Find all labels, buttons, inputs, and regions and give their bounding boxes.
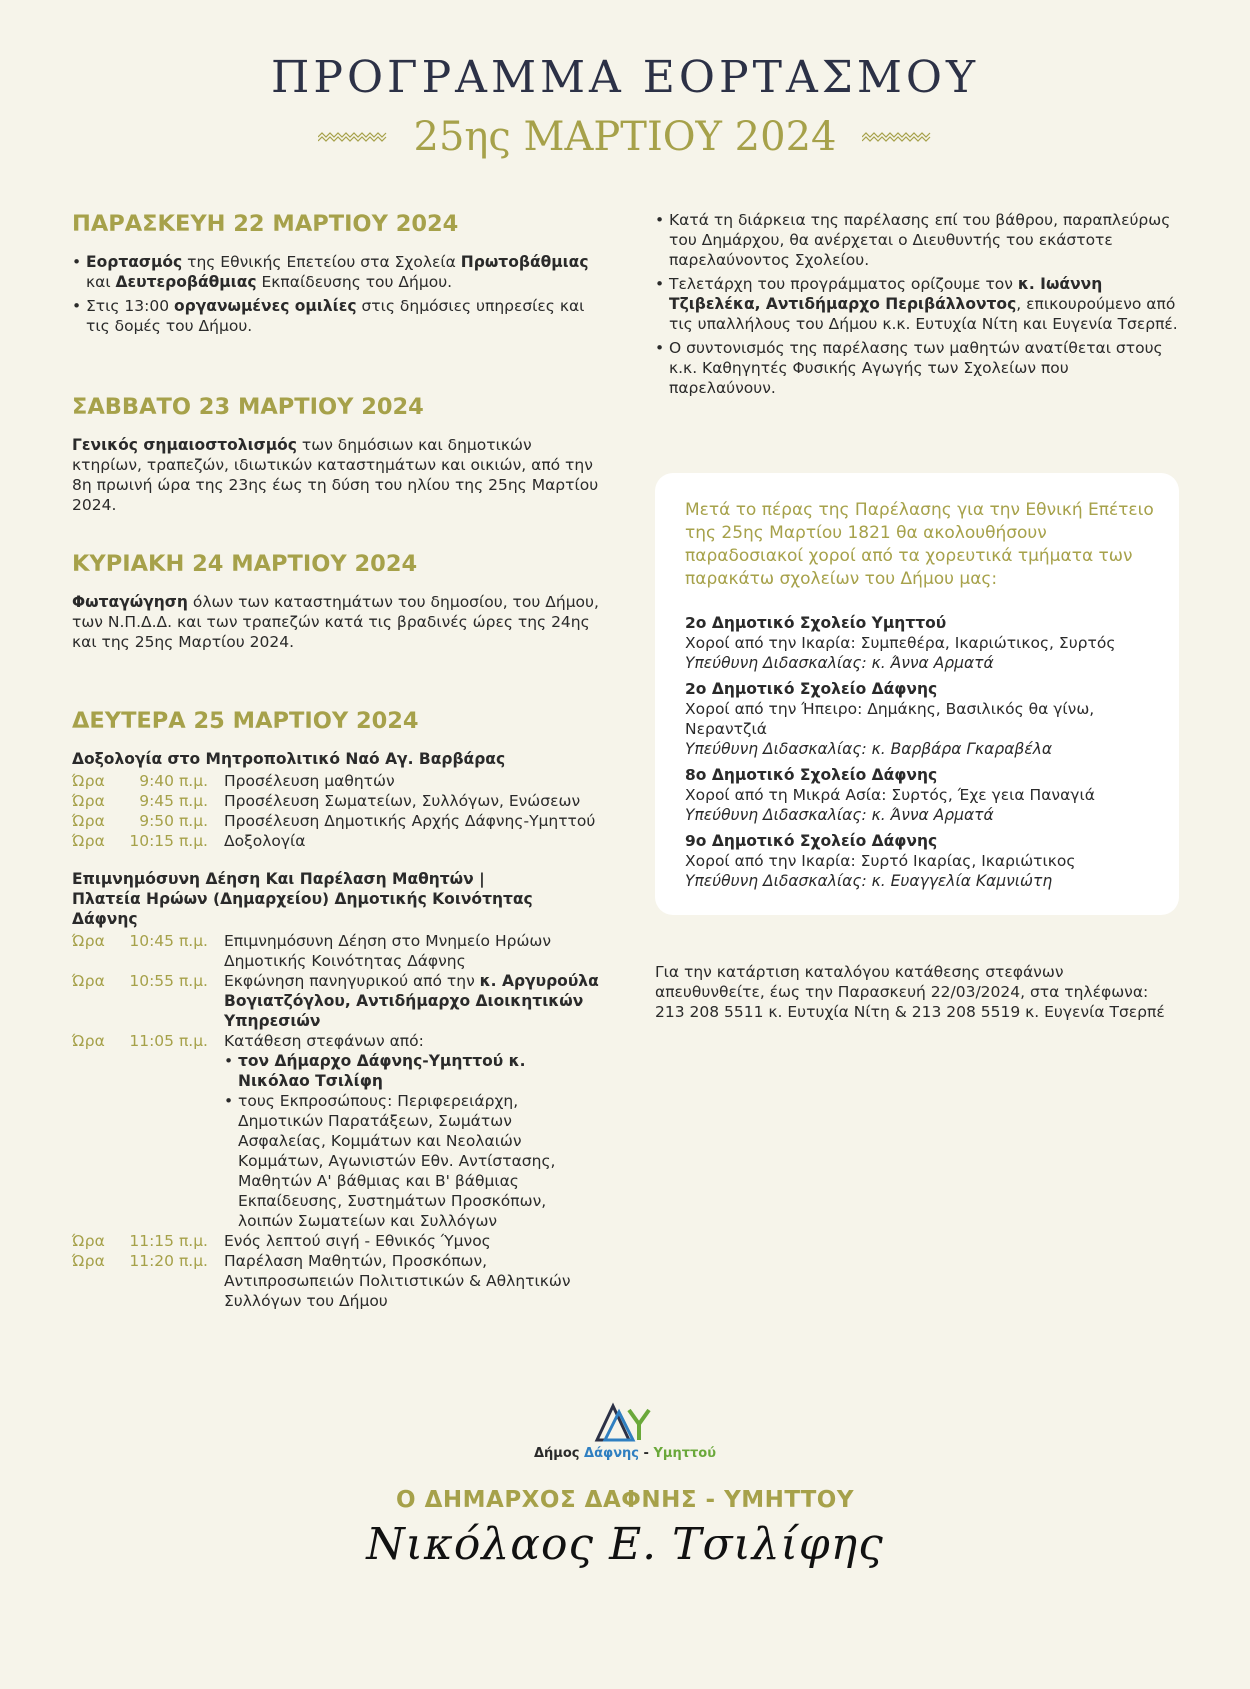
text: Εκπαίδευσης του Δήμου. [256,273,453,291]
school-name: 9ο Δημοτικό Σχολείο Δάφνης [685,832,938,850]
bold-text: τον Δήμαρχο Δάφνης-Υμηττού κ. Νικόλαο Τσιλίφη [238,1052,526,1090]
time-label: Ώρα [72,932,105,950]
section-monday [72,707,602,1311]
schedule-desc: Προσέλευση Σωματείων, Συλλόγων, Ενώσεων [224,792,581,810]
bold-text: οργανωμένες ομιλίες [174,297,357,315]
school-teacher: Υπεύθυνη Διδασκαλίας: κ. Άννα Αρματά [685,806,994,824]
list-item: • Ο συντονισμός της παρέλασης των μαθητών ανατίθεται στους κ.κ. Καθηγητές Φυσικής Αγωγής των Σχολείων που παρελαύνουν. [655,338,1180,398]
text: Δήμος [533,1446,585,1461]
schedule-row [72,1231,602,1251]
list-item [655,274,1180,334]
schools-list [685,613,1155,891]
text: των δημόσιων και δημοτικών κτηρίων, τραπεζών, ιδιωτικών καταστημάτων και οικιών, από την 8η πρωινή ώρα της 23ης έως τη δύση του ηλίου της 25ης Μαρτίου 2024. [72,436,599,514]
schedule-desc: Προσέλευση μαθητών [224,772,395,790]
ornament-left-icon [318,132,388,142]
section-sunday [72,550,602,707]
bold-text: κ. Ιωάννη Τζιβελέκα, Αντιδήμαρχο Περιβάλλοντος [669,275,1103,313]
list-item [72,252,602,292]
text: στις δημόσιες υπηρεσίες και τις δομές του Δήμου. [86,297,585,335]
municipality-logo-icon [593,1400,657,1444]
school-dances: Χοροί από την Ικαρία: Συρτό Ικαρίας, Ικαριώτικος [685,852,1076,870]
bold-text: Γενικός σημαιοστολισμός [72,436,297,454]
schedule-desc: Επιμνημόσυνη Δέηση στο Μνημείο Ηρώων Δημοτικής Κοινότητας Δάφνης [224,932,552,970]
schedule-row [72,1251,602,1311]
schedule-row [72,791,602,811]
time-value: 10:45 π.μ. [129,932,208,950]
page-title: ΠΡΟΓΡΑΜΜΑ ΕΟΡΤΑΣΜΟΥ [270,52,980,103]
bold-text: Φωταγώγηση [72,593,188,611]
school-name: 8ο Δημοτικό Σχολείο Δάφνης [685,766,938,784]
school-dances: Χοροί από την Ικαρία: Συμπεθέρα, Ικαριώτικος, Συρτός [685,634,1116,652]
schedule-row [72,931,602,971]
mayor-title: Ο ΔΗΜΑΡΧΟΣ ΔΑΦΝΗΣ - ΥΜΗΤΤΟΥ [396,1487,854,1513]
time-label: Ώρα [72,772,105,790]
bold-text: κ. Αργυρούλα Βογιατζόγλου, Αντιδήμαρχο Διοικητικών Υπηρεσιών [224,972,599,1030]
school-entry [685,831,1155,891]
school-teacher: Υπεύθυνη Διδασκαλίας: κ. Ευαγγελία Καμνιώτη [685,872,1053,890]
left-column [72,210,602,1311]
schedule-row [72,811,602,831]
dances-intro: Μετά το πέρας της Παρέλασης για την Εθνική Επέτειο της 25ης Μαρτίου 1821 θα ακολουθήσουν παραδοσιακοί χοροί από τα χορευτικά τμήματα των παρακάτω σχολείων του Δήμου μας: [685,500,1154,589]
logo-text [0,1446,1250,1461]
page-subtitle: 25ης ΜΑΡΤΙΟΥ 2024 [413,114,837,160]
time-label: Ώρα [72,1032,105,1050]
schedule-row [72,831,602,851]
time-label: Ώρα [72,972,105,990]
day-heading: ΔΕΥΤΕΡΑ 25 ΜΑΡΤΙΟΥ 2024 [72,708,419,734]
day-heading: ΠΑΡΑΣΚΕΥΗ 22 ΜΑΡΤΙΟΥ 2024 [72,211,459,237]
time-value: 10:55 π.μ. [129,972,208,990]
text: Δάφνης [584,1446,640,1461]
text: της Εθνικής Επετείου στα Σχολεία [182,253,461,271]
dances-box [655,473,1179,915]
school-name: 2ο Δημοτικό Σχολείο Υμηττού [685,614,947,632]
text: και [86,273,116,291]
subheading: Δοξολογία στο Μητροπολιτικό Ναό Αγ. Βαρβάρας [72,750,506,768]
text: , επικουρούμενο από τις υπαλλήλους του Δήμου κ.κ. Ευτυχία Νίτη και Ευγενία Τσερπέ. [669,295,1178,333]
school-entry [685,613,1155,673]
schedule-row [72,1031,602,1231]
list-item: • Κατά τη διάρκεια της παρέλασης επί του βάθρου, παραπλεύρως του Δημάρχου, θα ανέρχεται ο Διευθυντής του εκάστοτε παρελαύνοντος Σχολείου. [655,210,1180,270]
time-value: 11:05 π.μ. [129,1032,208,1050]
section-friday [72,210,602,393]
time-value: 11:15 π.μ. [129,1232,208,1250]
school-entry [685,679,1155,759]
school-name: 2ο Δημοτικό Σχολείο Δάφνης [685,680,938,698]
bold-text: Εορτασμός [86,253,183,271]
schedule-desc [208,971,602,1031]
text: - [639,1446,654,1461]
schedule-row [72,971,602,1031]
time-label: Ώρα [72,812,105,830]
notes-list [655,210,1180,398]
paragraph [72,592,602,652]
signature: Νικόλαος Ε. Τσιλίφης [366,1519,884,1570]
school-dances: Χοροί από τη Μικρά Ασία: Συρτός, Έχε γεια Παναγιά [685,786,1095,804]
time-label: Ώρα [72,1232,105,1250]
dances-box-content [685,499,1155,897]
contact-info: Για την κατάρτιση καταλόγου κατάθεσης στεφάνων απευθυνθείτε, έως την Παρασκευή 22/03/2024, στα τηλέφωνα: 213 208 5511 κ. Ευτυχία Νίτη & 213 208 5519 κ. Ευγενία Τσερπέ [655,963,1165,1021]
footer [0,1400,1250,1570]
day-heading: ΚΥΡΙΑΚΗ 24 ΜΑΡΤΙΟΥ 2024 [72,551,418,577]
ornament-right-icon [862,132,932,142]
text: Κατάθεση στεφάνων από: [224,1032,424,1050]
text: Τελετάρχη του προγράμματος ορίζουμε τον [669,275,1018,293]
schedule-desc: Προσέλευση Δημοτικής Αρχής Δάφνης-Υμηττού [224,812,596,830]
time-value: 11:20 π.μ. [129,1252,208,1270]
schedule-desc: Παρέλαση Μαθητών, Προσκόπων, Αντιπροσωπειών Πολιτιστικών & Αθλητικών Συλλόγων του Δήμου [224,1252,571,1310]
schedule-desc: Δοξολογία [224,832,306,850]
text: Εκφώνηση πανηγυρικού από την [224,972,480,990]
friday-list [72,252,602,336]
school-entry [685,765,1155,825]
wreath-list [224,1051,602,1231]
school-dances: Χοροί από την Ήπειρο: Δημάκης, Βασιλικός θα γίνω, Νεραντζιά [685,700,1095,738]
schedule-desc: Ενός λεπτού σιγή - Εθνικός Ύμνος [224,1232,491,1250]
time-label: Ώρα [72,832,105,850]
bold-text: Δευτεροβάθμιας [115,273,257,291]
text: όλων των καταστημάτων του δημοσίου, του Δήμου, των Ν.Π.Δ.Δ. και των τραπεζών κατά τις βραδινές ώρες της 24ης και της 25ης Μαρτίου 2024. [72,593,599,651]
time-label: Ώρα [72,792,105,810]
paragraph [72,435,602,515]
bold-text: Πρωτοβάθμιας [460,253,589,271]
schedule-desc [208,1031,602,1231]
day-heading: ΣΑΒΒΑΤΟ 23 ΜΑΡΤΙΟΥ 2024 [72,394,424,420]
section-saturday [72,393,602,550]
school-teacher: Υπεύθυνη Διδασκαλίας: κ. Άννα Αρματά [685,654,994,672]
text: Υμηττού [653,1446,717,1461]
school-teacher: Υπεύθυνη Διδασκαλίας: κ. Βαρβάρα Γκαραβέλα [685,740,1053,758]
text: Στις 13:00 [86,297,174,315]
time-label: Ώρα [72,1252,105,1270]
list-item [224,1051,602,1091]
schedule-doxology [72,771,602,851]
right-column [655,210,1180,402]
subtitle-row [0,110,1250,164]
subheading: Επιμνημόσυνη Δέηση Και Παρέλαση Μαθητών | [72,870,485,888]
header [0,50,1250,164]
list-item: • τους Εκπροσώπους: Περιφερειάρχη, Δημοτικών Παρατάξεων, Σωμάτων Ασφαλείας, Κομμάτων και Νεολαιών Κομμάτων, Αγωνιστών Εθν. Αντίστασης, Μαθητών Α' βάθμιας και Β' βάθμιας Εκπαίδευσης, Συστημάτων Προσκόπων, λοιπών Σωματείων και Συλλόγων [224,1091,602,1231]
list-item [72,296,602,336]
subheading: Πλατεία Ηρώων (Δημαρχείου) Δημοτικής Κοινότητας Δάφνης [72,890,533,928]
time-value: 9:50 π.μ. [139,812,208,830]
time-value: 10:15 π.μ. [129,832,208,850]
time-value: 9:40 π.μ. [139,772,208,790]
schedule-row [72,771,602,791]
time-value: 9:45 π.μ. [139,792,208,810]
